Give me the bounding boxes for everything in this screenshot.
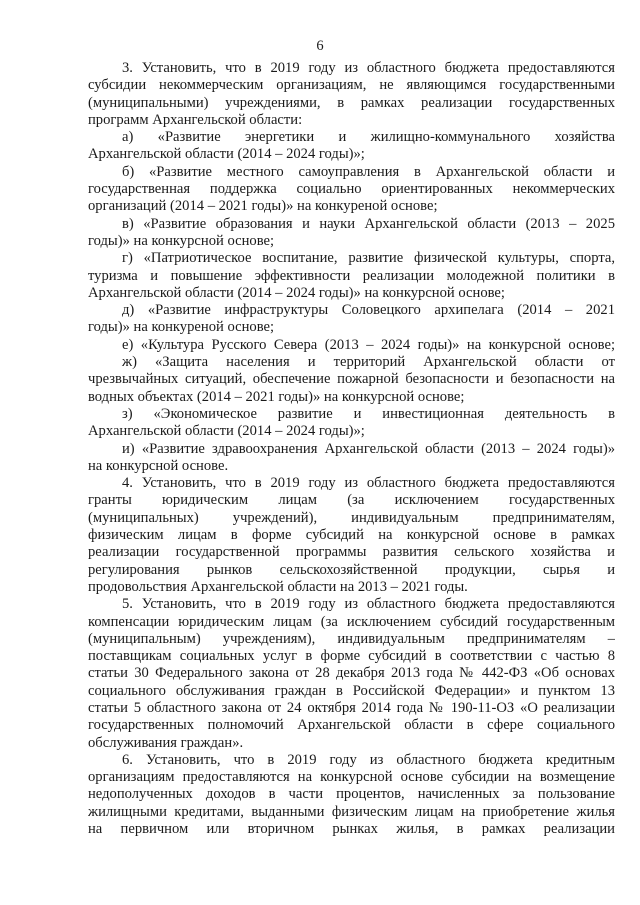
- text-line: (муниципальными) учреждениями, в рамках реализации государственных: [88, 94, 615, 111]
- page-number: 6: [316, 38, 324, 54]
- document-body: [88, 60, 615, 838]
- text-line: ж) «Защита населения и территорий Архангельской области от: [122, 354, 615, 371]
- text-line: Архангельской области (2014 – 2024 годы)» на конкурсной основе;: [88, 284, 505, 301]
- text-line: физическим лицам в форме субсидий на конкурсной основе в рамках: [88, 527, 615, 544]
- text-line: реализации государственной программы развития сельского хозяйства и: [88, 544, 615, 561]
- text-line: (муниципальных) учреждений), индивидуальным предпринимателям,: [88, 509, 615, 526]
- text-line: на первичном или вторичном рынках жилья, в рамках реализации: [88, 821, 615, 838]
- text-line: чрезвычайных ситуаций, обеспечение пожарной безопасности и безопасности на: [88, 371, 615, 388]
- text-line: Архангельской области (2014 – 2024 годы)»;: [88, 146, 365, 163]
- text-line: поставщикам социальных услуг в форме субсидий в соответствии с частью 8: [88, 648, 615, 665]
- text-line: а) «Развитие энергетики и жилищно-коммунального хозяйства: [122, 129, 615, 146]
- text-line: (муниципальным) учреждениям), индивидуальным предпринимателям –: [88, 630, 615, 647]
- text-line: недополученных доходов в части процентов, начисленных за пользование: [88, 786, 615, 803]
- text-line: статьи 30 Федерального закона от 28 декабря 2013 года № 442-ФЗ «Об основах: [88, 665, 615, 682]
- text-line: д) «Развитие инфраструктуры Соловецкого архипелага (2014 – 2021: [122, 302, 615, 319]
- text-line: туризма и повышение эффективности реализации молодежной политики в: [88, 267, 615, 284]
- text-line: жилищными кредитами, выданными физическим лицам на приобретение жилья: [88, 803, 615, 820]
- text-line: продовольствия Архангельской области на 2013 – 2021 годы.: [88, 578, 468, 595]
- text-line: компенсации юридическим лицам (за исключением субсидий государственным: [88, 613, 615, 630]
- text-line: годы)» на конкуреной основе;: [88, 319, 275, 336]
- text-line: 3. Установить, что в 2019 году из областного бюджета предоставляются: [122, 60, 615, 76]
- text-line: организаций (2014 – 2021 годы)» на конкуреной основе;: [88, 198, 438, 215]
- text-line: обслуживания граждан».: [88, 734, 244, 751]
- text-line: б) «Развитие местного самоуправления в Архангельской области и: [122, 163, 615, 180]
- text-line: гранты юридическим лицам (за исключением государственных: [88, 492, 615, 509]
- text-line: на конкурсной основе.: [88, 457, 229, 474]
- text-line: субсидии некоммерческим организациям, не являющимся государственными: [88, 77, 615, 94]
- text-line: годы)» на конкурсной основе;: [88, 232, 275, 249]
- text-line: государственная поддержка социально ориентированных некоммерческих: [88, 181, 615, 198]
- text-line: в) «Развитие образования и науки Архангельской области (2013 – 2025: [122, 215, 615, 232]
- text-line: программ Архангельской области:: [88, 111, 303, 128]
- text-line: социального обслуживания граждан в Российской Федерации» и пунктом 13: [88, 682, 615, 699]
- text-line: з) «Экономическое развитие и инвестиционная деятельность в: [122, 405, 615, 422]
- text-line: водных объектах (2014 – 2021 годы)» на конкурсной основе;: [88, 388, 465, 405]
- text-line: статьи 5 областного закона от 24 октября 2014 года № 190-11-ОЗ «О реализации: [88, 699, 615, 716]
- text-line: е) «Культура Русского Севера (2013 – 2024 годы)» на конкурсной основе;: [122, 336, 615, 353]
- text-line: 4. Установить, что в 2019 году из областного бюджета предоставляются: [122, 475, 615, 492]
- text-line: организациям предоставляются на конкурсной основе субсидии на возмещение: [88, 769, 615, 786]
- text-line: г) «Патриотическое воспитание, развитие физической культуры, спорта,: [122, 250, 615, 267]
- text-line: и) «Развитие здравоохранения Архангельской области (2013 – 2024 годы)»: [122, 440, 615, 457]
- text-line: 6. Установить, что в 2019 году из областного бюджета кредитным: [122, 751, 615, 768]
- text-line: государственных полномочий Архангельской области в сфере социального: [88, 717, 615, 734]
- text-line: Архангельской области (2014 – 2024 годы)»;: [88, 423, 365, 440]
- text-line: регулирования рынков сельскохозяйственной продукции, сырья и: [88, 561, 615, 578]
- text-line: 5. Установить, что в 2019 году из областного бюджета предоставляются: [122, 596, 615, 613]
